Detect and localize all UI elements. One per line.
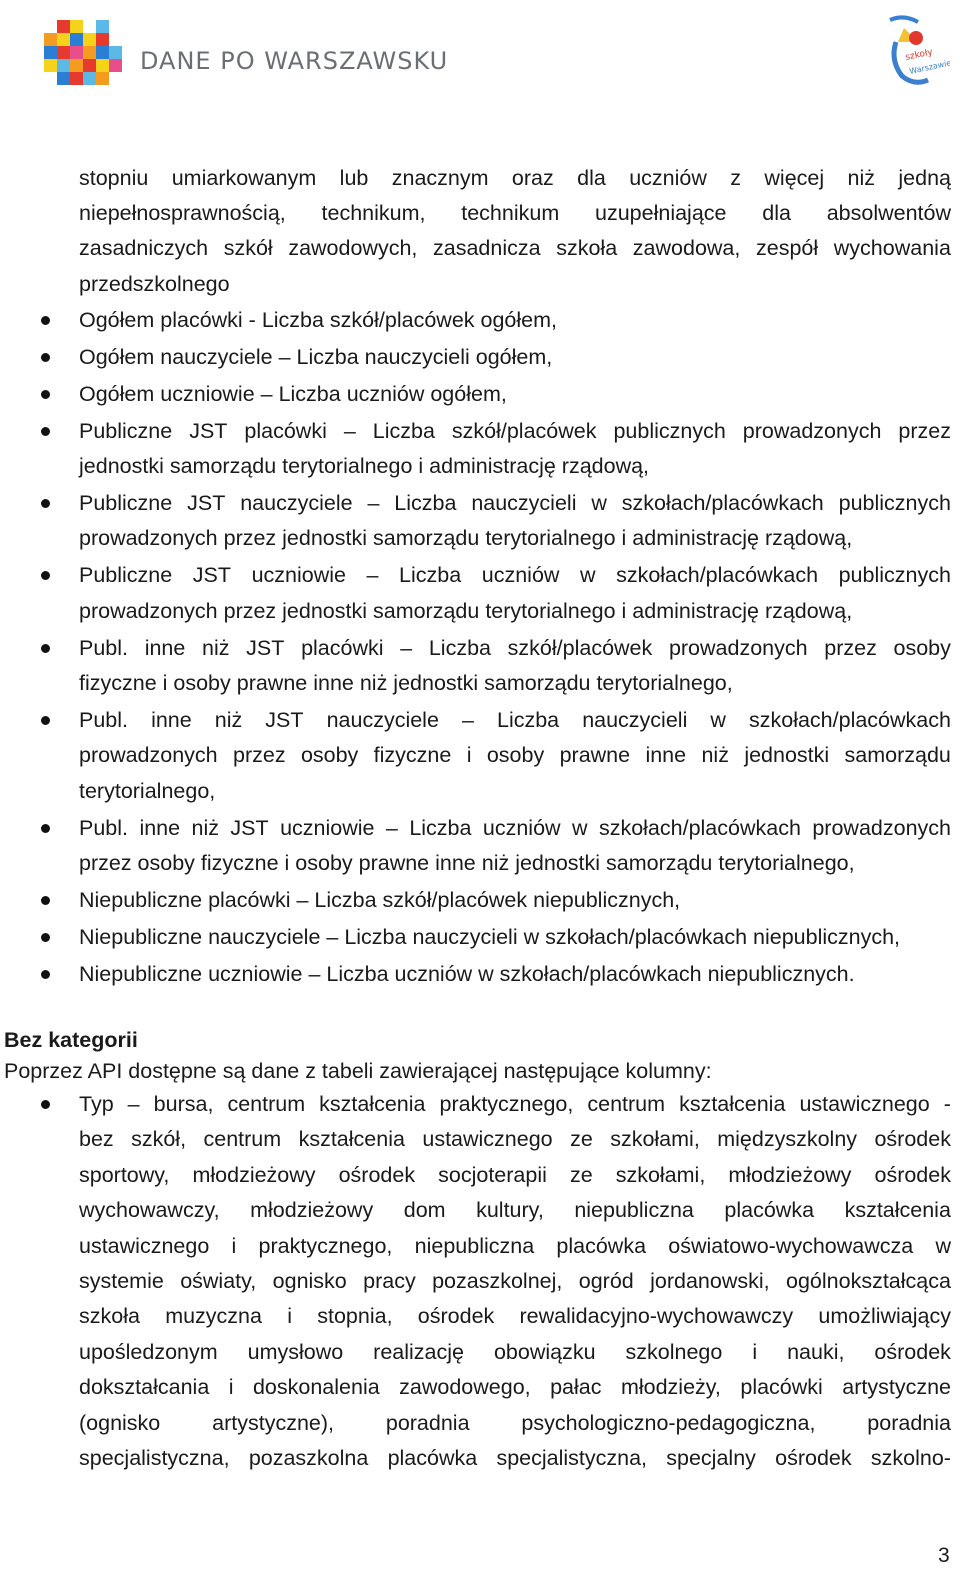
text-line: niepełnosprawnością, technikum, technikum uzupełniające dla absolwentów: [79, 201, 951, 225]
bullet-icon: [41, 353, 50, 362]
text-line: przedszkolnego: [79, 272, 230, 296]
text-line: bez szkół, centrum kształcenia ustawicznego ze szkołami, międzyszkolny ośrodek: [79, 1127, 951, 1151]
text-line: ustawicznego i praktycznego, niepubliczna placówka oświatowo-wychowawcza w: [79, 1234, 951, 1258]
bullet-icon: [41, 499, 50, 508]
text-line: Publ. inne niż JST uczniowie – Liczba uczniów w szkołach/placówkach prowadzonych: [79, 816, 951, 840]
text-line: Ogółem uczniowie – Liczba uczniów ogółem,: [79, 382, 507, 406]
bullet-icon: [41, 933, 50, 942]
text-line: szkoła muzyczna i stopnia, ośrodek rewalidacyjno-wychowawczy umożliwiający: [79, 1304, 951, 1328]
text-line: przez osoby fizyczne i osoby prawne inne niż jednostki samorządu terytorialnego,: [79, 851, 855, 875]
text-line: specjalistyczna, pozaszkolna placówka specjalistyczna, specjalny ośrodek szkolno-: [79, 1446, 951, 1470]
text-line: Publ. inne niż JST nauczyciele – Liczba nauczycieli w szkołach/placówkach: [79, 708, 951, 732]
bullet-icon: [41, 716, 50, 725]
bullet-icon: [41, 316, 50, 325]
text-line: prowadzonych przez jednostki samorządu terytorialnego i administrację rządową,: [79, 599, 853, 623]
text-line: upośledzonym umysłowo realizację obowiązku szkolnego i nauki, ośrodek: [79, 1340, 951, 1364]
text-line: Publiczne JST uczniowie – Liczba uczniów w szkołach/placówkach publicznych: [79, 563, 951, 587]
text-line: Niepubliczne nauczyciele – Liczba nauczycieli w szkołach/placówkach niepublicznych,: [79, 925, 901, 949]
svg-text:szkoły: szkoły: [904, 47, 934, 63]
section-title: Bez kategorii: [4, 1028, 138, 1052]
text-line: Publiczne JST nauczyciele – Liczba nauczycieli w szkołach/placówkach publicznych: [79, 491, 951, 515]
text-line: Typ – bursa, centrum kształcenia praktycznego, centrum kształcenia ustawicznego -: [79, 1092, 951, 1116]
text-line: Ogółem nauczyciele – Liczba nauczycieli ogółem,: [79, 345, 553, 369]
text-line: prowadzonych przez osoby fizyczne i osoby prawne inne niż jednostki samorządu: [79, 743, 951, 767]
dane-po-warszawsku-logo-icon: [44, 14, 120, 90]
text-line: sportowy, młodzieżowy ośrodek socjoterapii ze szkołami, młodzieżowy ośrodek: [79, 1163, 951, 1187]
section-intro: Poprzez API dostępne są dane z tabeli zawierającej następujące kolumny:: [4, 1059, 712, 1083]
text-line: Publiczne JST placówki – Liczba szkół/placówek publicznych prowadzonych przez: [79, 419, 951, 443]
bullet-icon: [41, 390, 50, 399]
bullet-icon: [41, 427, 50, 436]
brand-name: DANE PO WARSZAWSKU: [140, 47, 449, 75]
text-line: Ogółem placówki - Liczba szkół/placówek ogółem,: [79, 308, 557, 332]
text-line: systemie oświaty, ognisko pracy pozaszkolnej, ogród jordanowski, ogólnokształcąca: [79, 1269, 951, 1293]
szkoly-warszawa-logo-icon: [884, 12, 950, 88]
text-line: Niepubliczne uczniowie – Liczba uczniów w szkołach/placówkach niepublicznych.: [79, 962, 855, 986]
text-line: dokształcania i doskonalenia zawodowego, pałac młodzieży, placówki artystyczne: [79, 1375, 951, 1399]
text-line: (ognisko artystyczne), poradnia psychologiczno-pedagogiczna, poradnia: [79, 1411, 951, 1435]
text-line: fizyczne i osoby prawne inne niż jednostki samorządu terytorialnego,: [79, 671, 733, 695]
bullet-icon: [41, 970, 50, 979]
svg-text:Warszawie: Warszawie: [908, 58, 950, 76]
page-number: 3: [938, 1544, 950, 1567]
text-line: stopniu umiarkowanym lub znacznym oraz dla uczniów z więcej niż jedną: [79, 166, 951, 190]
page-header: [0, 0, 960, 110]
text-line: prowadzonych przez jednostki samorządu terytorialnego i administrację rządową,: [79, 526, 853, 550]
bullet-icon: [41, 824, 50, 833]
text-line: Niepubliczne placówki – Liczba szkół/placówek niepublicznych,: [79, 888, 681, 912]
text-line: jednostki samorządu terytorialnego i administrację rządową,: [79, 454, 650, 478]
text-line: terytorialnego,: [79, 779, 216, 803]
bullet-icon: [41, 644, 50, 653]
bullet-icon: [41, 1100, 50, 1109]
text-line: zasadniczych szkół zawodowych, zasadnicza szkoła zawodowa, zespół wychowania: [79, 236, 951, 260]
text-line: wychowawczy, młodzieżowy dom kultury, niepubliczna placówka kształcenia: [79, 1198, 951, 1222]
text-line: Publ. inne niż JST placówki – Liczba szkół/placówek prowadzonych przez osoby: [79, 636, 951, 660]
bullet-icon: [41, 896, 50, 905]
bullet-icon: [41, 571, 50, 580]
